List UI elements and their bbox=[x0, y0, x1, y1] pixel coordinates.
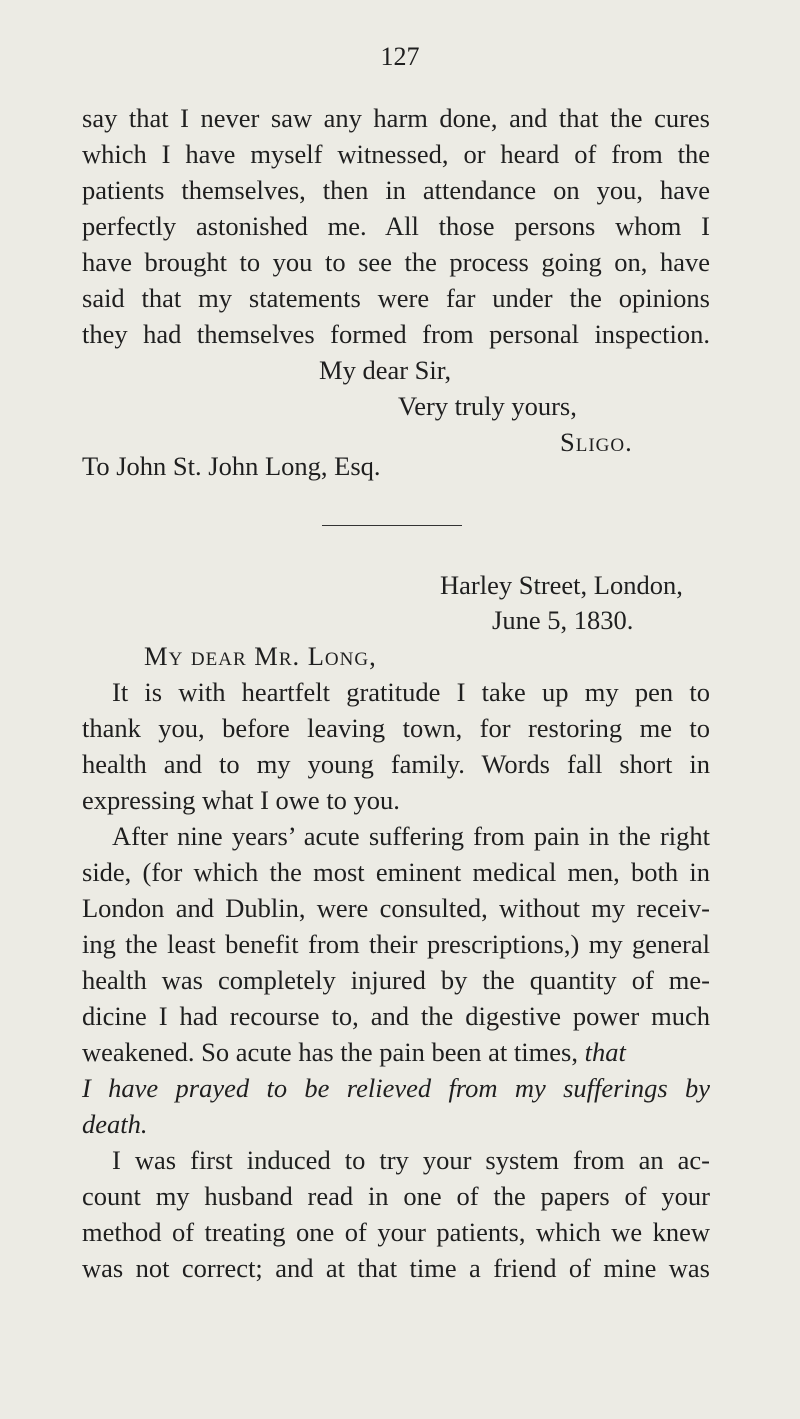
italic-text: that bbox=[584, 1037, 626, 1067]
letter1-salutation-close: My dear Sir, bbox=[319, 355, 452, 385]
body-line: patients themselves, then in attendance on you, have bbox=[82, 175, 710, 205]
body-line: they had themselves formed from personal inspection. bbox=[82, 319, 710, 349]
letter1-closing: Very truly yours, bbox=[398, 391, 577, 421]
body-line: expressing what I owe to you. bbox=[82, 785, 400, 815]
body-line: I was first induced to try your system from an ac- bbox=[112, 1145, 710, 1175]
page-number: 127 bbox=[380, 42, 420, 71]
body-line: was not correct; and at that time a friend of mine was bbox=[82, 1253, 710, 1283]
body-line: count my husband read in one of the papers of your bbox=[82, 1181, 710, 1211]
italic-text: death. bbox=[82, 1109, 148, 1139]
body-line: It is with heartfelt gratitude I take up my pen to bbox=[112, 677, 710, 707]
italic-line bbox=[82, 1070, 710, 1106]
letter2-address: Harley Street, London, bbox=[440, 570, 683, 600]
body-line: say that I never saw any harm done, and that the cures bbox=[82, 103, 710, 133]
body-line: method of treating one of your patients, which we knew bbox=[82, 1217, 710, 1247]
body-line: health was completely injured by the quantity of me- bbox=[82, 965, 710, 995]
body-line: have brought to you to see the process going on, have bbox=[82, 247, 710, 277]
body-line: side, (for which the most eminent medical men, both in bbox=[82, 857, 710, 887]
letter1-signature: Sligo. bbox=[560, 427, 633, 457]
body-text: weakened. So acute has the pain been at times, bbox=[82, 1037, 578, 1067]
body-line: dicine I had recourse to, and the digestive power much bbox=[82, 1001, 710, 1031]
letter1-addressee: To John St. John Long, Esq. bbox=[82, 451, 381, 481]
italic-line bbox=[82, 1106, 710, 1142]
body-line-mixed bbox=[82, 1034, 710, 1070]
letter2-salutation: My dear Mr. Long, bbox=[144, 641, 377, 671]
body-line: said that my statements were far under the opinions bbox=[82, 283, 710, 313]
body-line: perfectly astonished me. All those persons whom I bbox=[82, 211, 710, 241]
section-divider bbox=[322, 525, 462, 526]
body-line: thank you, before leaving town, for restoring me to bbox=[82, 713, 710, 743]
body-line: After nine years’ acute suffering from pain in the right bbox=[112, 821, 710, 851]
body-line: health and to my young family. Words fall short in bbox=[82, 749, 710, 779]
letter2-date: June 5, 1830. bbox=[492, 605, 634, 635]
italic-text: I have prayed to be relieved from my sufferings by bbox=[82, 1073, 710, 1103]
body-line: London and Dublin, were consulted, without my receiv- bbox=[82, 893, 710, 923]
body-line: ing the least benefit from their prescriptions,) my general bbox=[82, 929, 710, 959]
body-line: which I have myself witnessed, or heard of from the bbox=[82, 139, 710, 169]
